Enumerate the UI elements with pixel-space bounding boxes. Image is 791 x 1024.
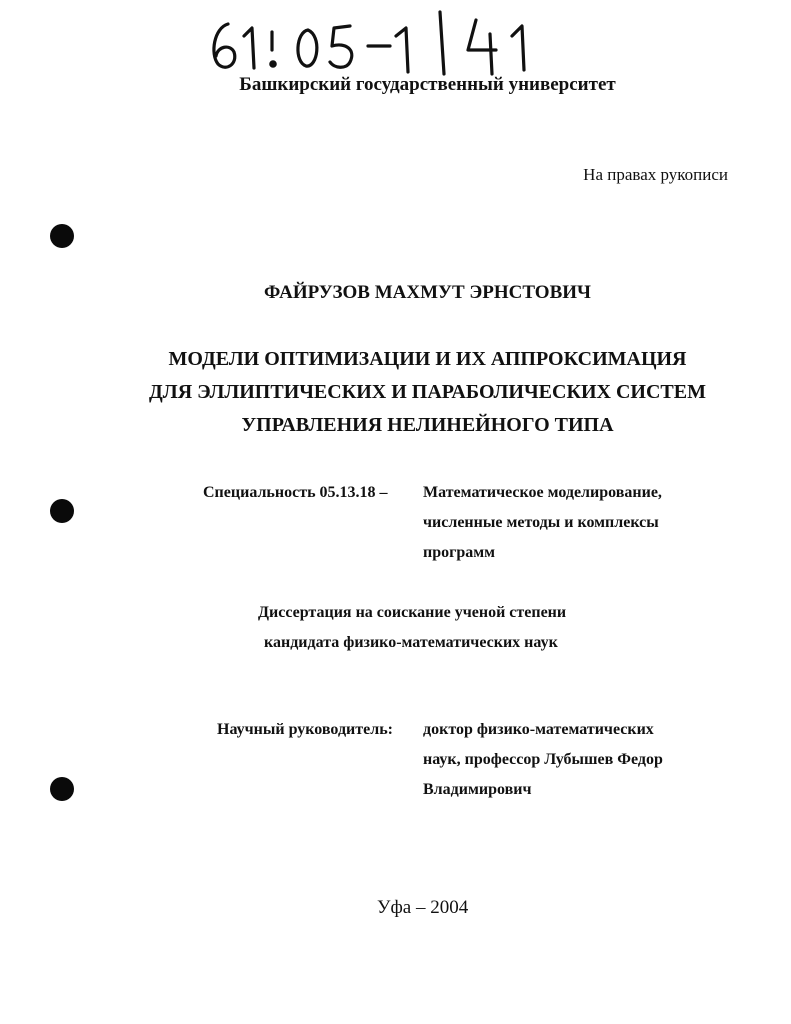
thesis-title-line-1: МОДЕЛИ ОПТИМИЗАЦИИ И ИХ АППРОКСИМАЦИЯ — [168, 348, 687, 370]
handwritten-archive-number — [200, 6, 540, 76]
university-name: Башкирский государственный университет — [239, 74, 616, 95]
author-name: ФАЙРУЗОВ МАХМУТ ЭРНСТОВИЧ — [264, 282, 591, 303]
specialty-value-line-1: Математическое моделирование, — [423, 484, 662, 501]
specialty-value-line-2: численные методы и комплексы — [423, 514, 659, 531]
thesis-title-line-3: УПРАВЛЕНИЯ НЕЛИНЕЙНОГО ТИПА — [241, 414, 614, 436]
dissertation-line-1: Диссертация на соискание ученой степени — [258, 604, 567, 621]
advisor-value-line-3: Владимирович — [423, 781, 532, 798]
advisor-label: Научный руководитель: — [217, 721, 393, 738]
thesis-title-line-2: ДЛЯ ЭЛЛИПТИЧЕСКИХ И ПАРАБОЛИЧЕСКИХ СИСТЕМ — [149, 381, 706, 403]
advisor-value-line-2: наук, профессор Лубышев Федор — [423, 751, 663, 768]
punch-hole-middle — [50, 499, 74, 523]
manuscript-note: На правах рукописи — [583, 165, 728, 184]
punch-hole-bottom — [50, 777, 74, 801]
dissertation-line-2: кандидата физико-математических наук — [264, 634, 558, 651]
specialty-value-line-3: программ — [423, 544, 496, 561]
city-year: Уфа – 2004 — [377, 897, 469, 918]
advisor-value-line-1: доктор физико-математических — [423, 721, 654, 738]
punch-hole-top — [50, 224, 74, 248]
specialty-label: Специальность 05.13.18 – — [203, 484, 388, 501]
